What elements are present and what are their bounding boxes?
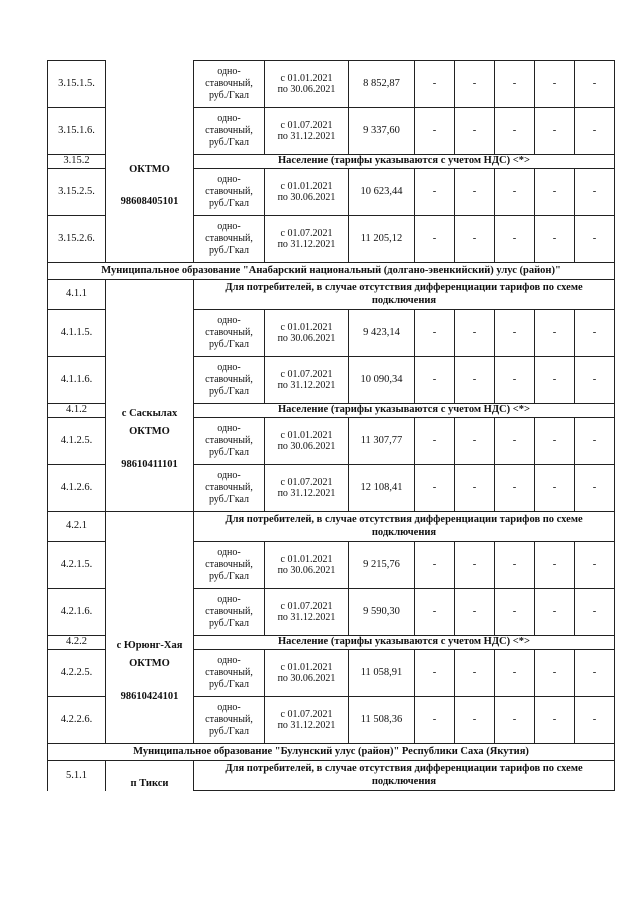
tariff-value: 9 337,60 (349, 108, 415, 155)
empty-value: - (415, 697, 455, 744)
empty-value: - (455, 542, 495, 589)
period-from: с 01.07.2021 (280, 476, 333, 488)
oktmo-label: ОКТМО (129, 163, 170, 175)
empty-value: - (575, 650, 615, 697)
empty-value: - (575, 589, 615, 636)
empty-value: - (495, 216, 535, 263)
group-header-row (48, 280, 615, 310)
group-code: 4.1.1 (48, 280, 106, 310)
period-to: по 31.12.2021 (277, 612, 336, 623)
period-from: с 01.07.2021 (280, 368, 333, 380)
empty-value: - (415, 542, 455, 589)
empty-value: - (535, 418, 575, 465)
empty-value: - (455, 465, 495, 512)
row-code: 4.2.1.6. (48, 589, 106, 636)
municipality-title: Муниципальное образование "Анабарский национальный (долгано-эвенкийский) улус (район)" (48, 263, 615, 280)
tariff-type: одно-ставочный, руб./Гкал (194, 589, 265, 636)
settlement-cell (106, 512, 194, 744)
group-code: 4.2.2 (48, 636, 106, 650)
period-from: с 01.07.2021 (280, 600, 333, 612)
group-label: Для потребителей, в случае отсутствия дифференциации тарифов по схеме подключения (194, 280, 615, 310)
municipality-row (48, 263, 615, 280)
group-header-row (48, 512, 615, 542)
empty-value: - (535, 589, 575, 636)
tariff-value: 11 307,77 (349, 418, 415, 465)
empty-value: - (415, 108, 455, 155)
tariff-value: 11 058,91 (349, 650, 415, 697)
empty-value: - (575, 61, 615, 108)
empty-value: - (415, 418, 455, 465)
oktmo-number: 98610424101 (120, 690, 179, 702)
tariff-type: одно-ставочный, руб./Гкал (194, 169, 265, 216)
settlement-name: с Юрюнг-Хая (116, 639, 183, 651)
tariff-type: одно-ставочный, руб./Гкал (194, 650, 265, 697)
group-code: 5.1.1 (48, 761, 106, 791)
row-code: 4.1.1.5. (48, 310, 106, 357)
group-label: Население (тарифы указываются с учетом НДС) <*> (194, 404, 615, 418)
empty-value: - (575, 310, 615, 357)
period-to: по 31.12.2021 (277, 239, 336, 250)
row-code: 4.1.2.5. (48, 418, 106, 465)
empty-value: - (535, 542, 575, 589)
period (265, 589, 349, 636)
period-to: по 30.06.2021 (277, 441, 336, 452)
empty-value: - (575, 108, 615, 155)
empty-value: - (535, 310, 575, 357)
row-code: 3.15.2.6. (48, 216, 106, 263)
oktmo-number: 98608405101 (120, 196, 179, 208)
empty-value: - (455, 61, 495, 108)
municipality-row (48, 744, 615, 761)
empty-value: - (455, 108, 495, 155)
empty-value: - (495, 357, 535, 404)
row-code: 4.2.2.5. (48, 650, 106, 697)
empty-value: - (535, 465, 575, 512)
oktmo-label: ОКТМО (129, 658, 170, 670)
row-code: 4.1.1.6. (48, 357, 106, 404)
period (265, 465, 349, 512)
oktmo-number: 98610411101 (121, 458, 178, 470)
empty-value: - (575, 697, 615, 744)
empty-value: - (575, 357, 615, 404)
period (265, 418, 349, 465)
tariff-value: 9 423,14 (349, 310, 415, 357)
tariff-type: одно-ставочный, руб./Гкал (194, 542, 265, 589)
tariff-type: одно-ставочный, руб./Гкал (194, 61, 265, 108)
row-code: 4.1.2.6. (48, 465, 106, 512)
settlement-name: п Тикси (130, 778, 169, 790)
period (265, 61, 349, 108)
empty-value: - (455, 418, 495, 465)
period-from: с 01.01.2021 (280, 661, 333, 673)
period-to: по 30.06.2021 (277, 84, 336, 95)
empty-value: - (575, 169, 615, 216)
period-from: с 01.07.2021 (280, 227, 333, 239)
period-from: с 01.01.2021 (280, 180, 333, 192)
empty-value: - (495, 108, 535, 155)
empty-value: - (455, 697, 495, 744)
empty-value: - (495, 589, 535, 636)
period-from: с 01.01.2021 (280, 321, 333, 333)
row-code: 3.15.1.5. (48, 61, 106, 108)
tariff-value: 11 205,12 (349, 216, 415, 263)
empty-value: - (455, 310, 495, 357)
row-code: 4.2.1.5. (48, 542, 106, 589)
empty-value: - (495, 465, 535, 512)
period (265, 542, 349, 589)
empty-value: - (575, 418, 615, 465)
period (265, 310, 349, 357)
empty-value: - (575, 465, 615, 512)
empty-value: - (495, 542, 535, 589)
group-code: 4.1.2 (48, 404, 106, 418)
period-from: с 01.01.2021 (280, 553, 333, 565)
period (265, 216, 349, 263)
empty-value: - (495, 61, 535, 108)
tariff-value: 8 852,87 (349, 61, 415, 108)
tariff-type: одно-ставочный, руб./Гкал (194, 310, 265, 357)
period-to: по 30.06.2021 (277, 673, 336, 684)
empty-value: - (535, 357, 575, 404)
empty-value: - (415, 589, 455, 636)
empty-value: - (495, 697, 535, 744)
group-label: Население (тарифы указываются с учетом НДС) <*> (194, 636, 615, 650)
period-from: с 01.07.2021 (280, 708, 333, 720)
settlement-name: с Саскылах (121, 407, 178, 419)
empty-value: - (575, 216, 615, 263)
settlement-cell (106, 280, 194, 512)
group-code: 4.2.1 (48, 512, 106, 542)
group-label: Для потребителей, в случае отсутствия дифференциации тарифов по схеме подключения (194, 512, 615, 542)
period (265, 697, 349, 744)
period-to: по 31.12.2021 (277, 131, 336, 142)
period-from: с 01.07.2021 (280, 119, 333, 131)
period (265, 650, 349, 697)
tariff-table (47, 60, 615, 791)
period (265, 108, 349, 155)
tariff-type: одно-ставочный, руб./Гкал (194, 216, 265, 263)
empty-value: - (575, 542, 615, 589)
empty-value: - (415, 465, 455, 512)
empty-value: - (415, 650, 455, 697)
tariff-type: одно-ставочный, руб./Гкал (194, 357, 265, 404)
group-label: Население (тарифы указываются с учетом НДС) <*> (194, 155, 615, 169)
settlement-cell (106, 761, 194, 791)
tariff-value: 11 508,36 (349, 697, 415, 744)
empty-value: - (415, 357, 455, 404)
period-to: по 31.12.2021 (277, 488, 336, 499)
empty-value: - (535, 650, 575, 697)
row-code: 4.2.2.6. (48, 697, 106, 744)
empty-value: - (455, 357, 495, 404)
oktmo-label: ОКТМО (129, 426, 170, 438)
tariff-type: одно-ставочный, руб./Гкал (194, 418, 265, 465)
municipality-title: Муниципальное образование "Булунский улус (район)" Республики Саха (Якутия) (48, 744, 615, 761)
period-from: с 01.01.2021 (280, 429, 333, 441)
tariff-value: 9 590,30 (349, 589, 415, 636)
row-code: 3.15.1.6. (48, 108, 106, 155)
tariff-value: 12 108,41 (349, 465, 415, 512)
empty-value: - (415, 310, 455, 357)
empty-value: - (455, 650, 495, 697)
tariff-type: одно-ставочный, руб./Гкал (194, 465, 265, 512)
empty-value: - (455, 216, 495, 263)
tariff-type: одно-ставочный, руб./Гкал (194, 108, 265, 155)
empty-value: - (495, 169, 535, 216)
empty-value: - (535, 216, 575, 263)
period-to: по 30.06.2021 (277, 192, 336, 203)
empty-value: - (535, 108, 575, 155)
row-code: 3.15.2.5. (48, 169, 106, 216)
oktmo-cell (106, 61, 194, 263)
empty-value: - (495, 310, 535, 357)
empty-value: - (415, 61, 455, 108)
empty-value: - (535, 61, 575, 108)
group-header-row (48, 761, 615, 791)
period-to: по 30.06.2021 (277, 333, 336, 344)
group-label: Для потребителей, в случае отсутствия дифференциации тарифов по схеме подключения (194, 761, 615, 791)
empty-value: - (415, 169, 455, 216)
empty-value: - (535, 697, 575, 744)
tariff-type: одно-ставочный, руб./Гкал (194, 697, 265, 744)
empty-value: - (495, 650, 535, 697)
table-row (48, 61, 615, 108)
period (265, 169, 349, 216)
tariff-value: 9 215,76 (349, 542, 415, 589)
empty-value: - (495, 418, 535, 465)
tariff-value: 10 623,44 (349, 169, 415, 216)
empty-value: - (455, 589, 495, 636)
group-code: 3.15.2 (48, 155, 106, 169)
period-from: с 01.01.2021 (280, 72, 333, 84)
period (265, 357, 349, 404)
empty-value: - (455, 169, 495, 216)
tariff-value: 10 090,34 (349, 357, 415, 404)
period-to: по 30.06.2021 (277, 565, 336, 576)
period-to: по 31.12.2021 (277, 380, 336, 391)
empty-value: - (535, 169, 575, 216)
empty-value: - (415, 216, 455, 263)
period-to: по 31.12.2021 (277, 720, 336, 731)
